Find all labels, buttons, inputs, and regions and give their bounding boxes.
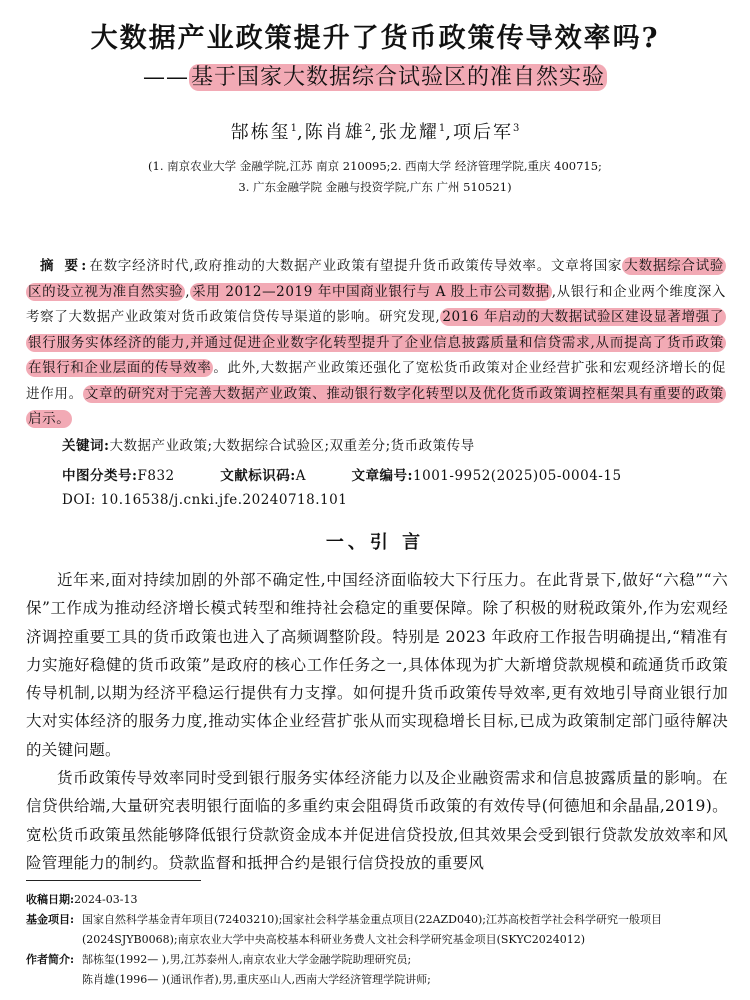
author-affil-mark: 2 <box>364 123 372 134</box>
classification-line: 中图分类号:F832 文献标识码:A 文章编号:1001-9952(2025)05-0004-15 <box>62 468 622 484</box>
affiliation-line: 3. 广东金融学院 金融与投资学院,广东 广州 510521) <box>238 180 512 194</box>
author-affil-mark: 1 <box>438 123 446 134</box>
affiliation-line: (1. 南京农业大学 金融学院,江苏 南京 210095;2. 西南大学 经济管理学院,重庆 400715; <box>148 159 602 173</box>
author-name: 陈肖雄 <box>304 122 365 143</box>
author-affil-mark: 1 <box>290 123 298 134</box>
clc-number: F832 <box>137 468 175 484</box>
abstract-highlight: 大数据综合试验区的设立视为准自然实验 <box>28 258 724 300</box>
paper-subtitle <box>0 60 750 91</box>
subtitle-dash: —— <box>142 65 189 90</box>
keywords-text: 大数据产业政策;大数据综合试验区;双重差分;货币政策传导 <box>109 438 475 454</box>
abstract-label: 摘 要: <box>40 258 90 274</box>
fund-info: 基金项目: 国家自然科学基金青年项目(72403210);国家社会科学基金重点项目(22AZD040);江苏高校哲学社会科学研究一般项目(2024SJYB0068);南京农业大学中央高校基本科研业务费人文社会科学研究基金项目(SKYC2024012) <box>26 913 662 946</box>
keywords-label: 关键词: <box>62 438 110 454</box>
author-name: 郜栋玺 <box>230 122 291 143</box>
author-info: 作者简介: 郜栋玺(1992— ),男,江苏泰州人,南京农业大学金融学院助理研究员; 陈肖雄(1996— )(通讯作者),男,重庆巫山人,西南大学经济管理学院讲师; <box>26 953 431 986</box>
abstract-highlight: 采用 2012—2019 年中国商业银行与 A 股上市公司数据 <box>192 283 550 300</box>
doi: DOI: 10.16538/j.cnki.jfe.20240718.101 <box>62 492 348 508</box>
keywords <box>62 434 475 454</box>
article-number: 1001-9952(2025)05-0004-15 <box>413 468 622 484</box>
received-date: 收稿日期:2024-03-13 <box>26 893 138 906</box>
footnotes <box>26 890 736 990</box>
author-name: 项后军 <box>452 122 513 143</box>
document-code: A <box>295 468 306 484</box>
author-list: 郜栋玺$^1$,陈肖雄$^2$,张龙耀$^1$,项后军$^3$ <box>230 122 520 143</box>
paper-title: 大数据产业政策提升了货币政策传导效率吗? <box>90 23 660 54</box>
author-affil-mark: 3 <box>512 123 520 134</box>
subtitle-highlight: 基于国家大数据综合试验区的准自然实验 <box>190 65 605 90</box>
paragraph: 近年来,面对持续加剧的外部不确定性,中国经济面临较大下行压力。在此背景下,做好“六稳”“六保”工作成为推动经济增长模式转型和维持社会稳定的重要保障。除了积极的财税政策外,作为宏观经济调控重要工具的货币政策也进入了高频调整阶段。特别是 2023 年政府工作报告明确提出,“精准有力实施好稳健的货币政策”是政府的核心工作任务之一,具体体现为扩大新增贷款规模和疏通货币政策传导机制,以期为经济平稳运行提供有力支撑。如何提升货币政策传导效率,更有效地引导商业银行加大对实体经济的服务力度,推动实体企业经营扩张从而实现稳增长目标,已成为政策制定部门亟待解决的关键问题。 <box>26 571 728 759</box>
section-heading: 一、引 言 <box>325 532 425 553</box>
abstract-highlight: 2016 年启动的大数据试验区建设显著增强了银行服务实体经济的能力,并通过促进企业数字化转型提升了企业信息披露质量和信贷需求,从而提高了货币政策在银行和企业层面的传导效率 <box>28 309 724 376</box>
body-text <box>26 566 728 877</box>
footnote-divider <box>26 880 201 881</box>
abstract-highlight: 文章的研究对于完善大数据产业政策、推动银行数字化转型以及优化货币政策调控框架具有重要的政策启示。 <box>28 385 724 427</box>
affiliations <box>0 156 750 198</box>
abstract: 摘 要:在数字经济时代,政府推动的大数据产业政策有望提升货币政策传导效率。文章将国家 大数据综合试验区的设立视为准自然实验 , 采用 2012—2019 年中国商业银行与 A 股上市公司数据 ,从银行和企业两个维度深入考察了大数据产业政策对货币政策信贷传导渠道的影响。研究发现, 2016 年启动的大数据试验区建设显著增强了银行服务实体经济的能力,并通过促进企业数字化转型提升了企业信息披露质量和信贷需求,从而提高了货币政策在银行和企业层面的传导效率 。此外,大数据产业政策还强化了宽松货币政策对企业经营扩张和宏观经济增长的促进作用。 文章的研究对于完善大数据产业政策、推动银行数字化转型以及优化货币政策调控框架具有重要的政策启示。 <box>26 258 727 427</box>
author-name: 张龙耀 <box>378 122 439 143</box>
paragraph: 货币政策传导效率同时受到银行服务实体经济能力以及企业融资需求和信息披露质量的影响。在信贷供给端,大量研究表明银行面临的多重约束会阻碍货币政策的有效传导(何德旭和余晶晶,2019)。宽松货币政策虽然能够降低银行贷款资金成本并促进信贷投放,但其效果会受到银行贷款发放效率和风险管理能力的制约。贷款监督和抵押合约是银行信贷投放的重要风 <box>26 769 728 872</box>
